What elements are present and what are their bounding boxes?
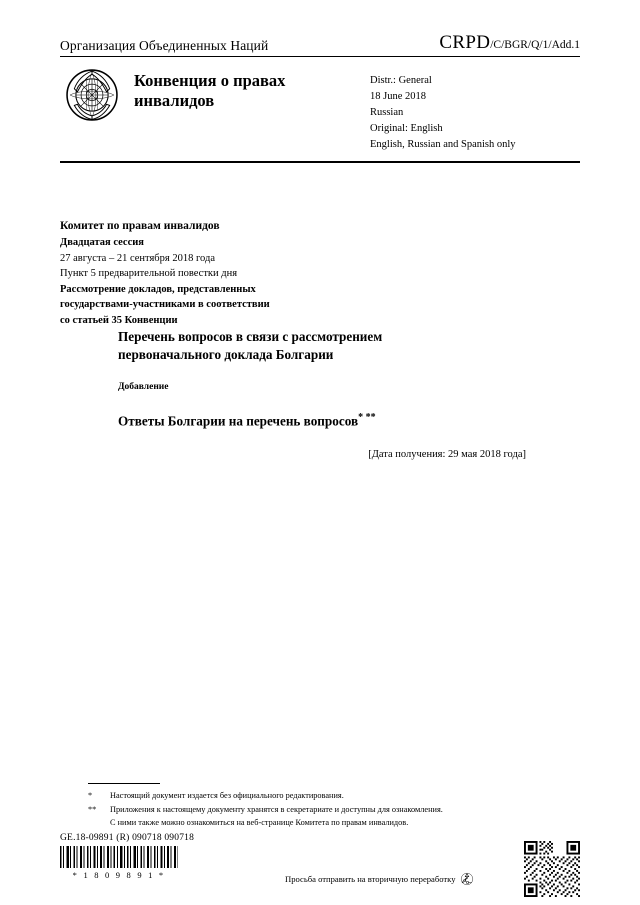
page-title-line-2: первоначального доклада Болгарии [118,346,334,362]
recycle-icon [460,872,474,886]
document-titles [118,328,538,460]
footnote-row [60,803,580,817]
recycle-notice-text: Просьба отправить на вторичную переработку [285,874,456,884]
distribution-block [370,63,580,153]
agenda-description-line-1: Рассмотрение докладов, представленных [60,283,256,295]
footnote-markers: * ** [358,411,376,423]
masthead [60,32,580,163]
footnote-mark: * [88,791,93,800]
footnote-row [60,816,580,830]
qr-code [524,841,580,897]
agenda-item: Пункт 5 предварительной повестки дня [60,268,238,280]
footnote-text: С ними также можно ознакомиться на веб-странице Комитета по правам инвалидов. [110,818,409,828]
convention-title: Конвенция о правах инвалидов [134,71,286,111]
committee-name: Комитет по правам инвалидов [60,220,220,232]
footnotes [60,783,580,830]
masthead-body-row [60,63,580,163]
committee-dates: 27 августа – 21 сентября 2018 года [60,252,215,264]
agenda-description-line-2: государствами-участниками в соответствии [60,299,270,311]
job-number: GE.18-09891 (R) 090718 090718 [60,833,195,843]
distribution-language: Russian [370,106,404,118]
footnote-mark: ** [88,804,97,814]
distribution-line: Distr.: General [370,75,432,86]
document-symbol-rest: /C/BGR/Q/1/Add.1 [490,39,580,51]
masthead-top-row [60,32,580,57]
date-received: [Дата получения: 29 мая 2018 года] [368,449,526,461]
distribution-languages-only: English, Russian and Spanish only [370,138,516,150]
emblem-cell [60,63,134,153]
document-symbol-main: CRPD [439,32,491,53]
barcode-number: * 1 8 0 9 8 9 1 * [72,870,166,880]
document-subtitle [118,412,538,429]
distribution-date: 18 June 2018 [370,90,426,102]
footnote-row [60,789,580,803]
organization-name: Организация Объединенных Наций [60,38,269,53]
agenda-description-line-3: со статьей 35 Конвенции [60,314,178,326]
page-title-line-1: Перечень вопросов в связи с рассмотрением [118,329,383,344]
barcode-bars [60,846,178,868]
barcode [60,846,178,880]
footnote-mark [88,816,110,830]
recycle-notice [285,872,474,886]
footnote-text: Приложения к настоящему документу хранятся в секретариате и доступны для ознакомления. [110,804,443,814]
footer-main [60,846,580,896]
document-symbol [439,32,580,54]
un-emblem-icon [66,69,118,121]
committee-session: Двадцатая сессия [60,237,144,249]
convention-title-cell [134,63,370,153]
distribution-original: Original: English [370,122,443,134]
footnote-text: Настоящий документ издается без официального редактирования. [110,791,344,800]
footnote-separator [88,783,160,784]
page-footer [60,833,580,896]
document-subtitle-text: Ответы Болгарии на перечень вопросов [118,413,359,429]
addendum-label: Добавление [118,381,169,392]
committee-block [60,218,580,328]
page-title [118,328,538,364]
